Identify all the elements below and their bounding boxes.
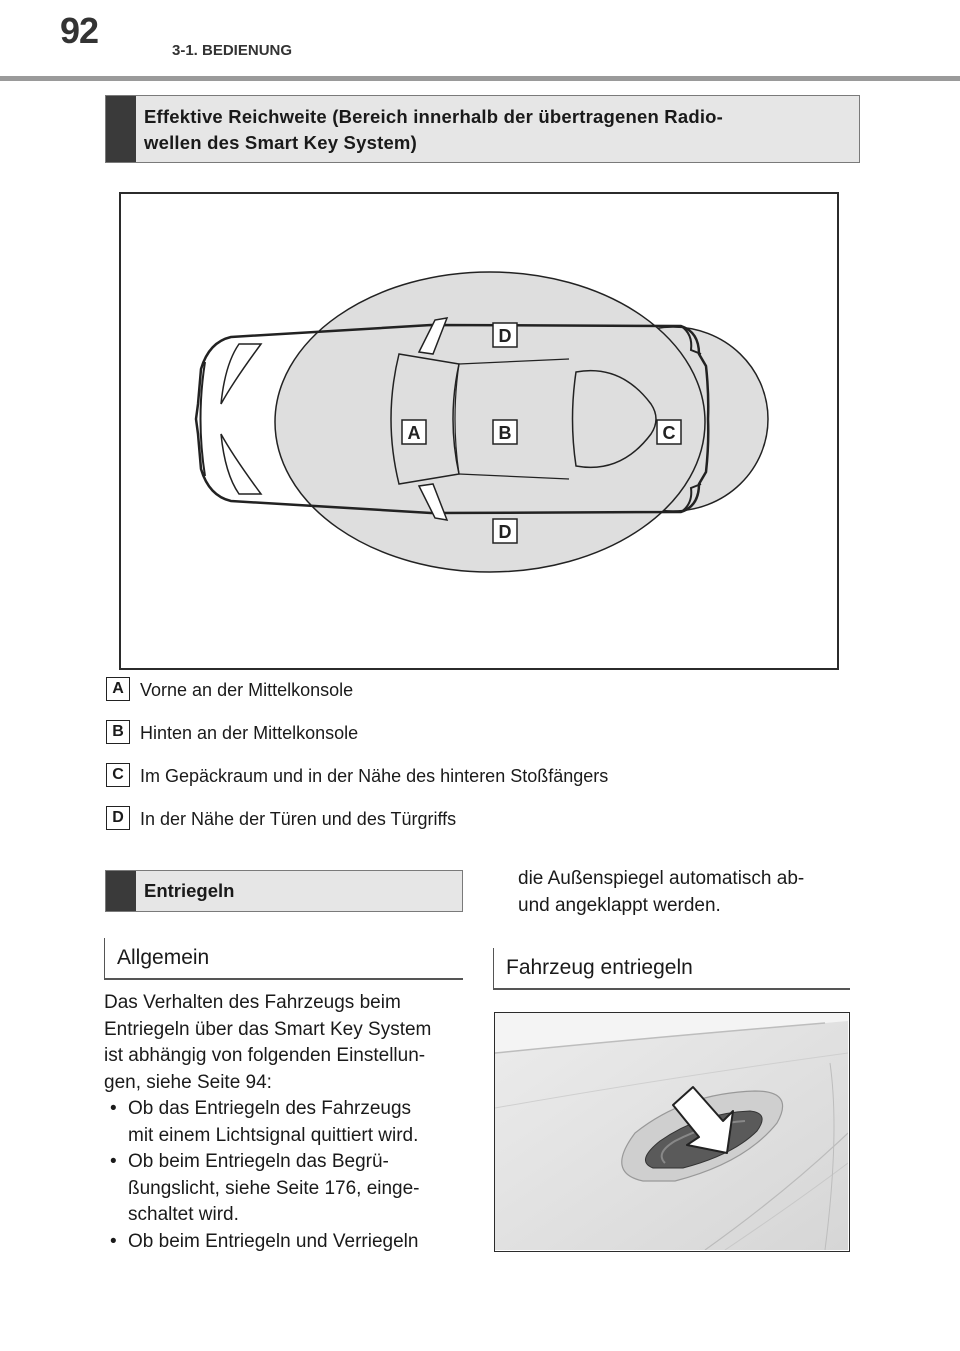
legend-text-a: Vorne an der Mittelkonsole	[140, 680, 354, 700]
door-handle-figure	[494, 1012, 850, 1252]
body-line: und angeklappt werden.	[518, 894, 721, 916]
bullet-item: • Ob das Entriegeln des Fahrzeugs mit einem Lichtsignal quittiert wird.	[104, 1096, 474, 1149]
label-c	[657, 420, 681, 444]
body-line: gen, siehe Seite 94:	[104, 1071, 272, 1093]
allgemein-body	[104, 990, 474, 1255]
svg-text:C: C	[662, 423, 676, 443]
legend-key-c: C	[106, 763, 130, 787]
svg-text:A: A	[407, 423, 421, 443]
heading-line-2: wellen des Smart Key System)	[144, 132, 417, 153]
label-a	[402, 420, 426, 444]
legend-key-d: D	[106, 806, 130, 830]
legend-text-d: In der Nähe der Türen und des Türgriffs	[140, 809, 457, 829]
bullet-item: • Ob beim Entriegeln und Verriegeln	[104, 1229, 474, 1256]
headlight-right-icon	[221, 434, 261, 494]
section-heading-range	[105, 95, 860, 163]
heading-line-1: Effektive Reichweite (Bereich innerhalb der übertragenen Radio-	[144, 106, 724, 127]
page-number: 92	[60, 10, 99, 51]
header-rule	[0, 76, 960, 81]
door-handle-illustration	[495, 1013, 848, 1250]
continuation-text	[518, 866, 858, 919]
bullet-item: • Ob beim Entriegeln das Begrü- ßungslicht, siehe Seite 176, einge- schaltet wird.	[104, 1149, 474, 1229]
heading-tab	[106, 871, 136, 911]
headlight-left-icon	[221, 344, 261, 404]
svg-text:D: D	[498, 522, 512, 542]
label-d-top	[493, 323, 517, 347]
range-diagram	[119, 192, 839, 670]
legend-text-c: Im Gepäckraum und in der Nähe des hinteren Stoßfängers	[140, 766, 609, 786]
subheading-rule	[493, 988, 850, 990]
heading-tab	[106, 96, 136, 162]
section-title-entriegeln: Entriegeln	[144, 880, 235, 901]
section-heading-unlock	[105, 870, 463, 912]
label-b	[493, 420, 517, 444]
chapter-title: 3-1. BEDIENUNG	[172, 42, 293, 59]
body-line: Das Verhalten des Fahrzeugs beim	[104, 992, 401, 1013]
legend-text-b: Hinten an der Mittelkonsole	[140, 723, 359, 743]
subheading-rule	[104, 978, 463, 980]
svg-text:D: D	[498, 326, 512, 346]
legend-key-b: B	[106, 720, 130, 744]
body-line: die Außenspiegel automatisch ab-	[518, 868, 805, 889]
body-line: ist abhängig von folgenden Einstellun-	[104, 1045, 426, 1066]
cabin-range-area	[275, 272, 705, 572]
svg-text:B: B	[498, 423, 512, 443]
subheading-fahrzeug-entriegeln: Fahrzeug entriegeln	[493, 948, 693, 988]
body-line: Entriegeln über das Smart Key System	[104, 1018, 432, 1040]
legend-key-a: A	[106, 677, 130, 701]
car-range-illustration	[121, 194, 837, 668]
subheading-allgemein: Allgemein	[104, 938, 209, 978]
label-d-bottom	[493, 519, 517, 543]
